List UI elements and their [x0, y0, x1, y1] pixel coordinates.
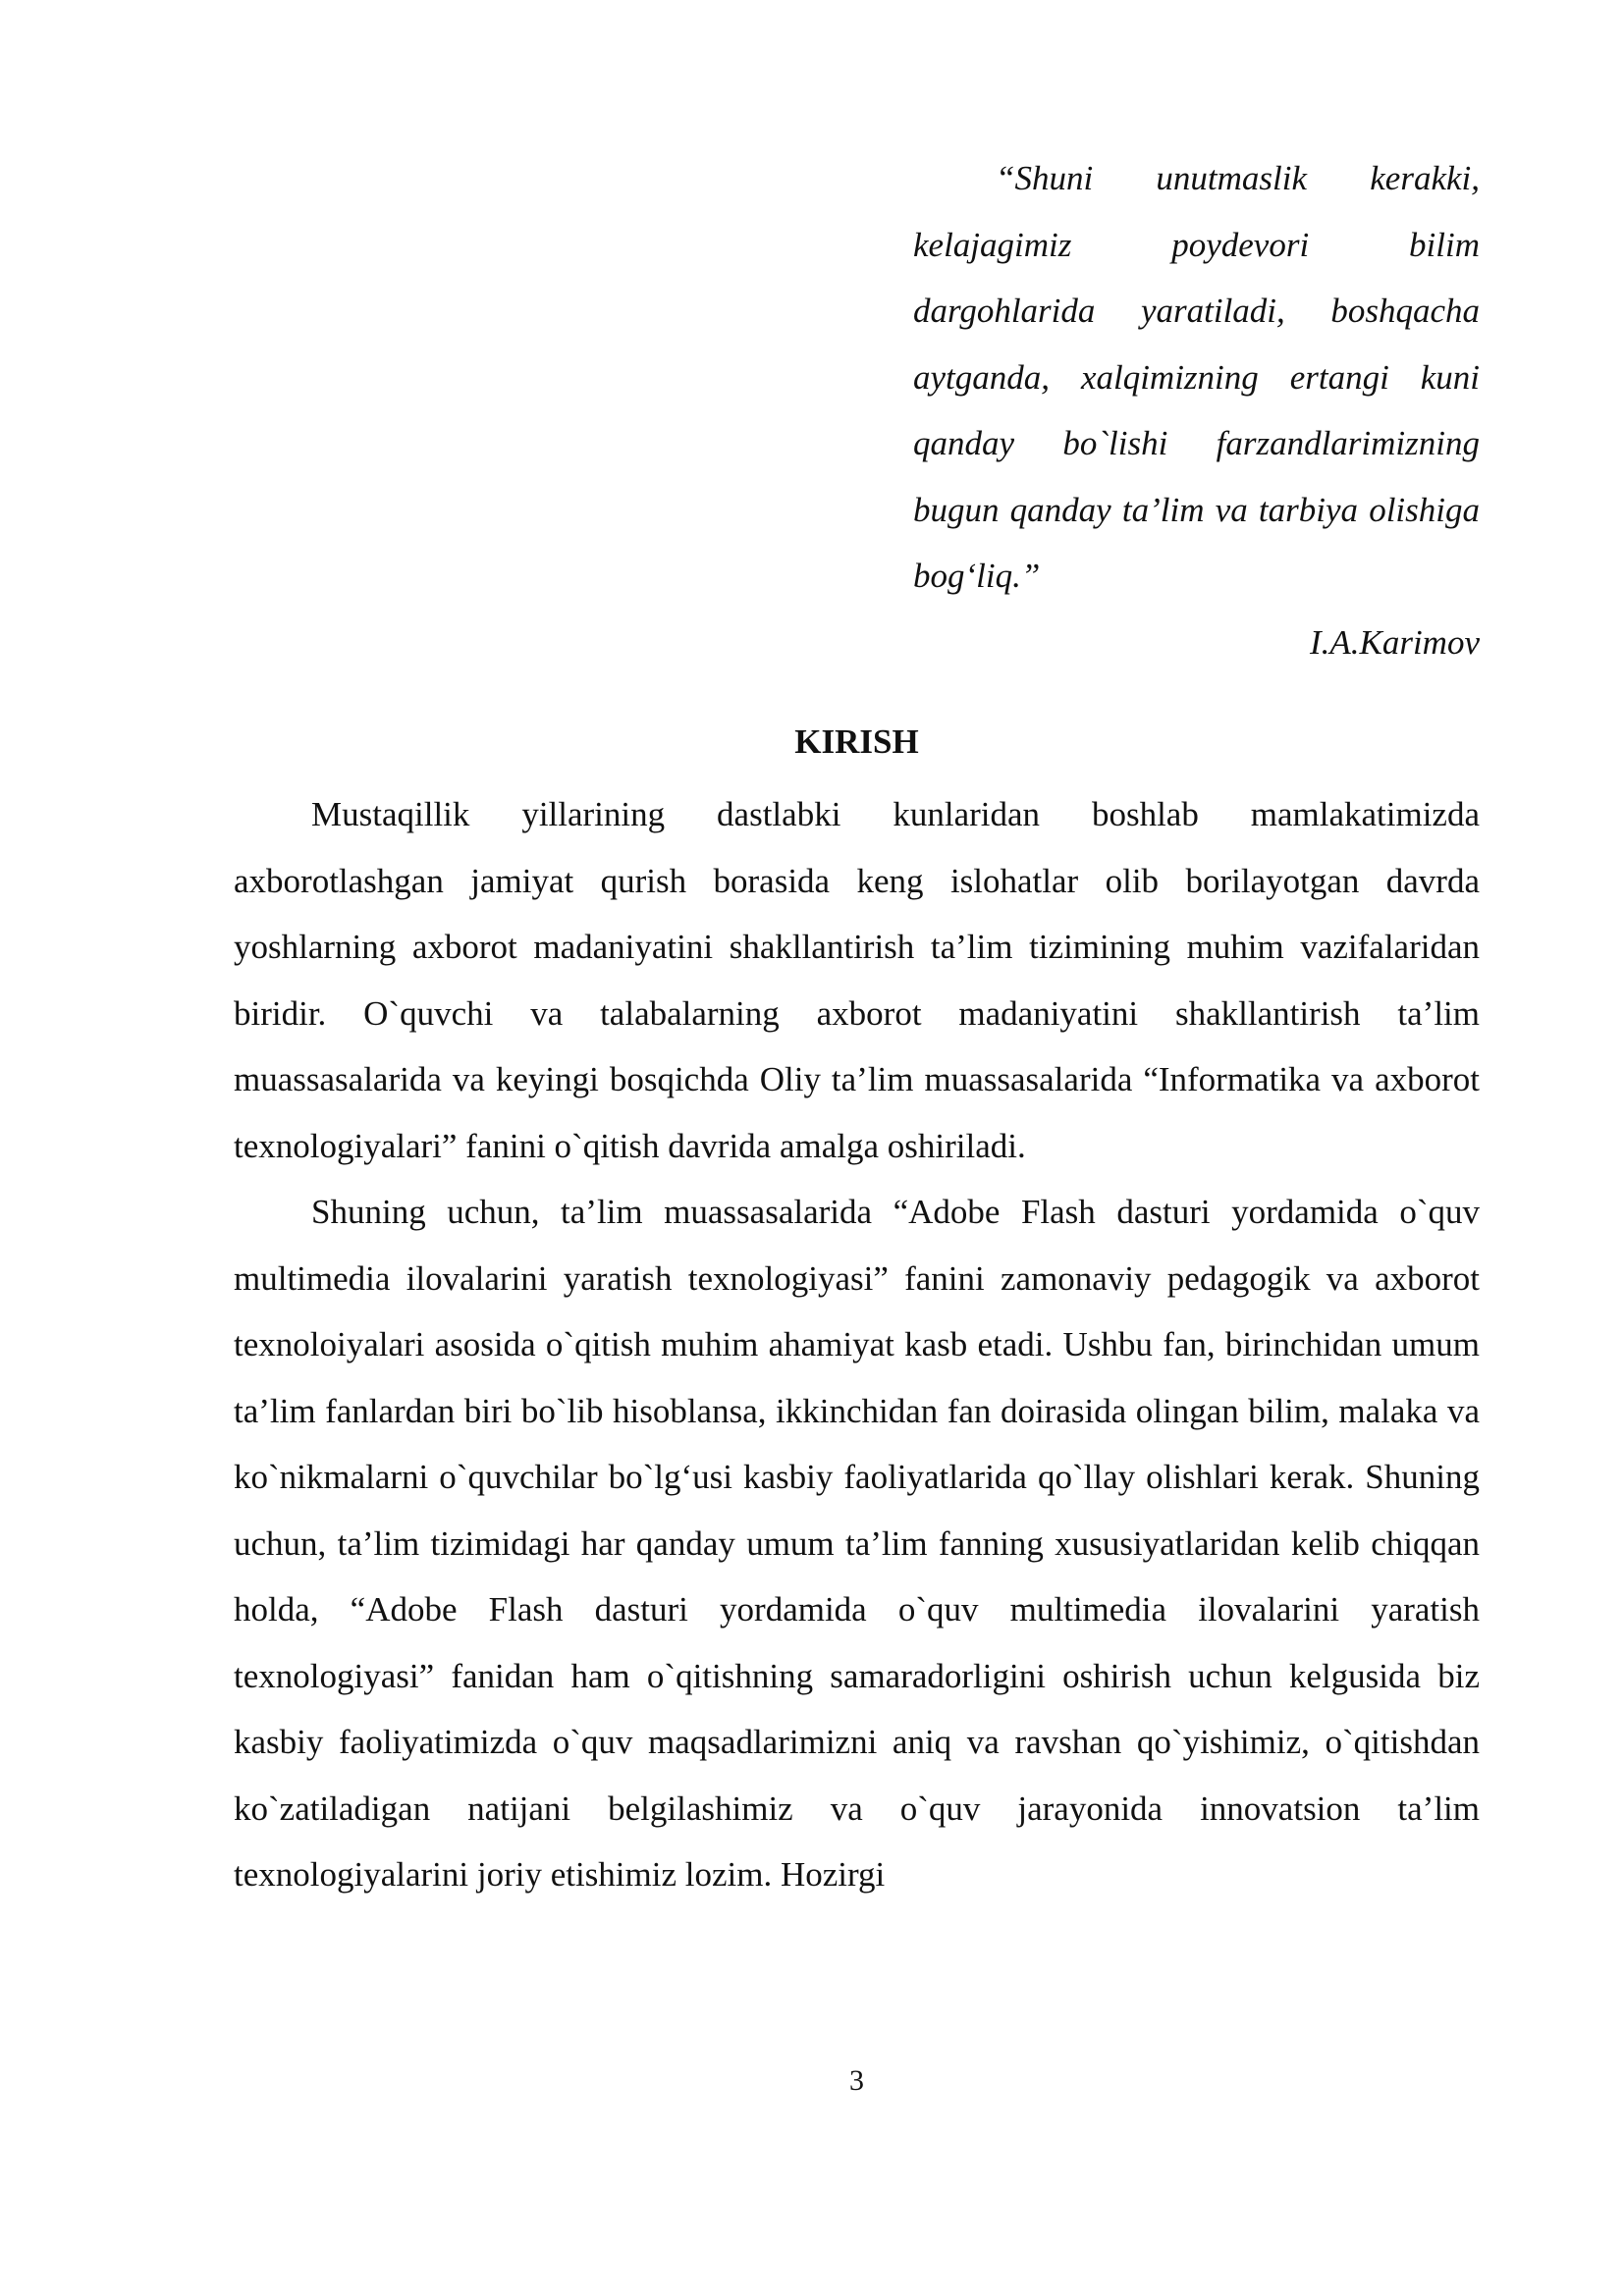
epigraph-author: I.A.Karimov — [1309, 622, 1480, 662]
body-text — [234, 781, 1480, 1908]
epigraph-quote: “Shuni unutmaslik kerakki, kelajagimiz poydevori bilim dargohlarida yaratiladi, boshqacha aytganda, xalqimizning ertangi kuni qanday bo`lishi farzandlarimizning bugun qanday ta’lim va tarbiya olishiga bog‘liq.” — [913, 159, 1480, 595]
page-number: 3 — [849, 2064, 864, 2097]
section-heading: KIRISH — [794, 722, 919, 761]
epigraph — [913, 145, 1480, 675]
paragraph: Mustaqillik yillarining dastlabki kunlaridan boshlab mamlakatimizda axborotlashgan jamiyat qurish borasida keng islohatlar olib borilayotgan davrda yoshlarning axborot madaniyatini shakllantirish ta’lim tizimining muhim vazifalaridan biridir. O`quvchi va talabalarning axborot madaniyatini shakllantirish ta’lim muassasalarida va keyingi bosqichda Oliy ta’lim muassasalarida “Informatika va axborot texnologiyalari” fanini o`qitish davrida amalga oshiriladi. — [234, 795, 1480, 1165]
paragraph: Shuning uchun, ta’lim muassasalarida “Adobe Flash dasturi yordamida o`quv multimedia ilovalarini yaratish texnologiyasi” fanini zamonaviy pedagogik va axborot texnoloiyalari asosida o`qitish muhim ahamiyat kasb etadi. Ushbu fan, birinchidan umum ta’lim fanlardan biri bo`lib hisoblansa, ikkinchidan fan doirasida olingan bilim, malaka va ko`nikmalarni o`quvchilar bo`lg‘usi kasbiy faoliyatlarida qo`llay olishlari kerak. Shuning uchun, ta’lim tizimidagi har qanday umum ta’lim fanning xususiyatlaridan kelib chiqqan holda, “Adobe Flash dasturi yordamida o`quv multimedia ilovalarini yaratish texnologiyasi” fanidan ham o`qitishning samaradorligini oshirish uchun kelgusida biz kasbiy faoliyatimizda o`quv maqsadlarimizni aniq va ravshan qo`yishimiz, o`qitishdan ko`zatiladigan natijani belgilashimiz va o`quv jarayonida innovatsion ta’lim texnologiyalarini joriy etishimiz lozim. Hozirgi — [234, 1193, 1480, 1894]
